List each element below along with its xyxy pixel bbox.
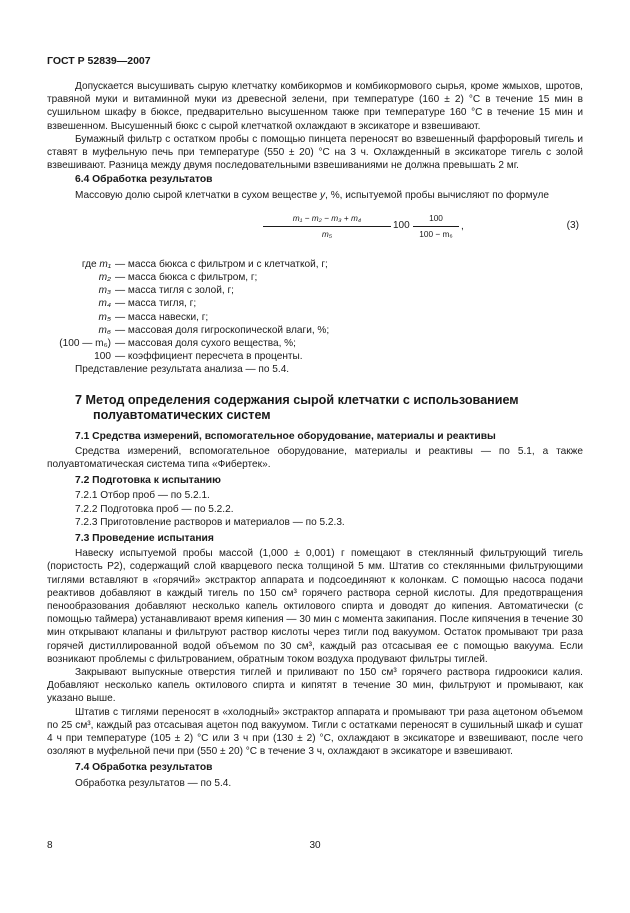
document-body (47, 80, 583, 790)
definition-row (47, 271, 583, 284)
section-7-3-paragraph-3: Штатив с тиглями переносят в «холодный» экстрактор аппарата и промывают три раза ацетоном объемом по 25 см³, каждый раз отсасывая ацетон под вакуумом. Тигли с остатками переносят в сушильный шкаф и сушат 4 ч при температуре (105 ± 2) °С или 3 ч при (130 ± 2) °С, охлаждают в эксикаторе и взвешивают, после чего озоляют в муфельной печи при (550 ± 20) °С в течение 3 ч, охлаждают в эксикаторе и взвешивают. (47, 706, 583, 758)
section-7-3-paragraph-1: Навеску испытуемой пробы массой (1,000 ± 0,001) г помещают в стеклянный фильтрующий тигель (пористость Р2), содержащий слой кварцевого песка толщиной 5 мм. Штатив со стеклянными фильтрующими тиглями вставляют в «горячий» экстрактор аппарата и подсоединяют к колонкам. С помощью насоса подачи реактивов добавляют в каждый тигель по 150 см³ горячего раствора серной кислоты. Для предотвращения пенообразования добавляют несколько капель октилового спирта и доводят до кипения. Автоматически (с помощью таймера) устанавливают время кипения — 30 мин с момента закипания. После кипячения в течение 30 мин открывают клапаны и фильтруют раствор кислоты через тигли под вакуумом. Остаток промывают три раза горячей дистиллированной водой объемом по 30 см³, каждый раз отсасывая ее с помощью вакуума. Если возникают проблемы с фильтрованием, обратным током воздуха продувают фильтры тиглей. (47, 548, 583, 665)
footer-page-left: 8 (47, 840, 53, 851)
definition-row (47, 297, 583, 310)
formula-coefficient: 100 (393, 219, 410, 231)
paragraph-ashing: Бумажный фильтр с остатком пробы с помощью пинцета переносят во взвешенный фарфоровый тигель и ставят в муфельную печь при температуре (550 ± 20) °С на 3 ч. Охлажденный в эксикаторе тигель с золой взвешивают. Разница между двумя последовательными взвешиваниями не должна превышать 2 мг. (47, 133, 583, 172)
definition-term: m₅ (98, 311, 111, 323)
definition-term: 100 (94, 351, 111, 363)
section-6-4-title: 6.4 Обработка результатов (75, 174, 213, 186)
definition-term: m₂ (98, 272, 111, 284)
definition-row (47, 258, 583, 271)
formula-3 (47, 206, 583, 252)
document-header: ГОСТ Р 52839—2007 (47, 55, 151, 67)
section-7-3-paragraph-2: Закрывают выпускные отверстия тиглей и приливают по 150 см³ горячего раствора гидроокиси калия. Добавляют несколько капель октилового спирта и кипятят в течение 30 мин, фильтруют и промывают, как указано выше. (47, 666, 583, 705)
definition-text: — коэффициент пересчета в проценты. (115, 351, 303, 363)
variable-definitions (47, 258, 583, 364)
definition-text: — масса бюкса с фильтром, г; (115, 272, 258, 284)
definition-row (47, 337, 583, 350)
definition-term: m₃ (98, 285, 111, 297)
definition-term: (100 — m₆) (59, 337, 111, 349)
definition-text: — массовая доля гигроскопической влаги, %; (115, 324, 330, 336)
definition-text: — масса тигля с золой, г; (115, 285, 234, 297)
formula-denominator: m₅ (321, 228, 333, 239)
section-7-4-text: Обработка результатов — по 5.4. (75, 777, 232, 789)
section-7-1-title: 7.1 Средства измерений, вспомогательное оборудование, материалы и реактивы (75, 430, 496, 442)
formula-numerator: m₁ − m₂ − m₃ + m₄ (263, 212, 391, 227)
section-7-2-title: 7.2 Подготовка к испытанию (75, 475, 221, 487)
formula-intro: Массовую долю сырой клетчатки в сухом веществе y, %, испытуемой пробы вычисляют по формуле (75, 189, 549, 201)
formula-comma: , (461, 220, 464, 232)
footer-page-center: 30 (309, 840, 321, 851)
list-item: 7.2.1 Отбор проб — по 5.2.1. (75, 490, 210, 502)
definition-row (47, 350, 583, 363)
paragraph-drying: Допускается высушивать сырую клетчатку комбикормов и комбикормового сырья, кроме жмыхов, шротов, травяной муки и витаминной муки из древесной зелени, при температуре (160 ± 2) °С в течение 15 мин в сушильном шкафу в бюксе, предварительно высушенном также при температуре 160 °С в течение 15 мин и взвешенном. Высушенный бюкс с сырой клетчаткой охлаждают в эксикаторе и взвешивают. (47, 81, 583, 132)
formula-denominator-2: 100 − m₆ (419, 228, 453, 239)
definition-row (47, 324, 583, 337)
definition-text: — массовая доля сухого вещества, %; (115, 337, 296, 349)
definition-term: m₁ (99, 258, 111, 270)
section-7-title: 7 Метод определения содержания сырой клетчатки с использованием полуавтоматических систем (75, 392, 519, 423)
definition-row (47, 311, 583, 324)
formula-numerator-2: 100 (413, 212, 459, 227)
definition-text: — масса бюкса с фильтром и с клетчаткой, г; (115, 258, 328, 270)
equation-number: (3) (566, 219, 579, 231)
list-item: 7.2.2 Подготовка проб — по 5.2.2. (75, 503, 234, 515)
result-representation: Представление результата анализа — по 5.4. (75, 364, 290, 376)
section-7-3-title: 7.3 Проведение испытания (75, 532, 214, 544)
definition-text: — масса тигля, г; (115, 298, 197, 310)
defs-lead: где (81, 258, 97, 270)
list-item: 7.2.3 Приготовление растворов и материалов — по 5.2.3. (75, 516, 345, 528)
definition-term: m₆ (98, 324, 111, 336)
definition-row (47, 284, 583, 297)
section-7-4-title: 7.4 Обработка результатов (75, 762, 213, 774)
definition-text: — масса навески, г; (115, 311, 209, 323)
section-7-2-list (47, 489, 583, 529)
definition-term: m₄ (98, 298, 111, 310)
section-7-1-text: Средства измерений, вспомогательное оборудование, материалы и реактивы — по 5.1, а также полуавтоматическая система типа «Фибертек». (47, 445, 583, 470)
